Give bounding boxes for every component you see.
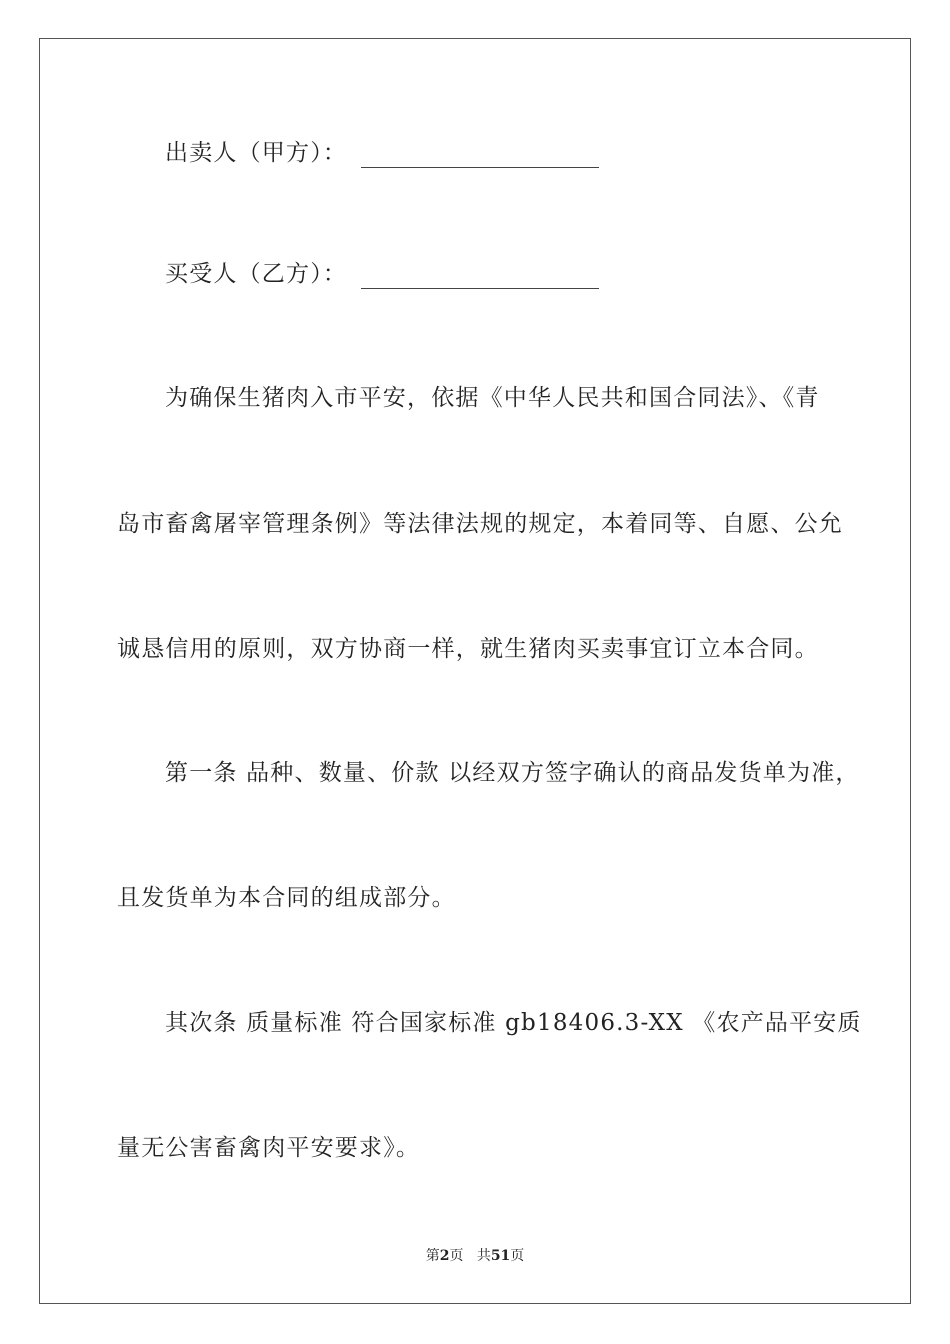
intro-paragraph-line-1: 为确保生猪肉入市平安，依据《中华人民共和国合同法》、《青 xyxy=(165,385,820,411)
seller-label: 出卖人（甲方）： xyxy=(165,140,348,166)
seller-field xyxy=(165,138,885,168)
page-suffix: 页 xyxy=(449,1248,464,1264)
total-pages: 51 xyxy=(490,1248,511,1264)
page-number: 2 xyxy=(439,1248,450,1264)
buyer-label: 买受人（乙方）： xyxy=(165,261,348,287)
article-1-line-1: 第一条 品种、数量、价款 以经双方签字确认的商品发货单为准， xyxy=(165,760,860,786)
total-suffix: 页 xyxy=(510,1248,525,1264)
intro-paragraph-line-2: 岛市畜禽屠宰管理条例》等法律法规的规定，本着同等、自愿、公允 xyxy=(117,511,843,537)
buyer-field xyxy=(165,259,885,289)
seller-blank-line xyxy=(361,145,599,168)
article-1-line-2: 且发货单为本合同的组成部分。 xyxy=(117,885,456,911)
total-prefix: 共 xyxy=(476,1248,491,1264)
page-prefix: 第 xyxy=(425,1248,440,1264)
article-2-line-1: 其次条 质量标准 符合国家标准 gb18406.3-XX 《农产品平安质 xyxy=(165,1010,862,1036)
intro-paragraph-line-3: 诚恳信用的原则，双方协商一样，就生猪肉买卖事宜订立本合同。 xyxy=(117,636,819,662)
page-footer xyxy=(0,1247,950,1265)
page-border xyxy=(39,38,911,1304)
buyer-blank-line xyxy=(361,266,599,289)
article-2-line-2: 量无公害畜禽肉平安要求》。 xyxy=(117,1135,421,1161)
